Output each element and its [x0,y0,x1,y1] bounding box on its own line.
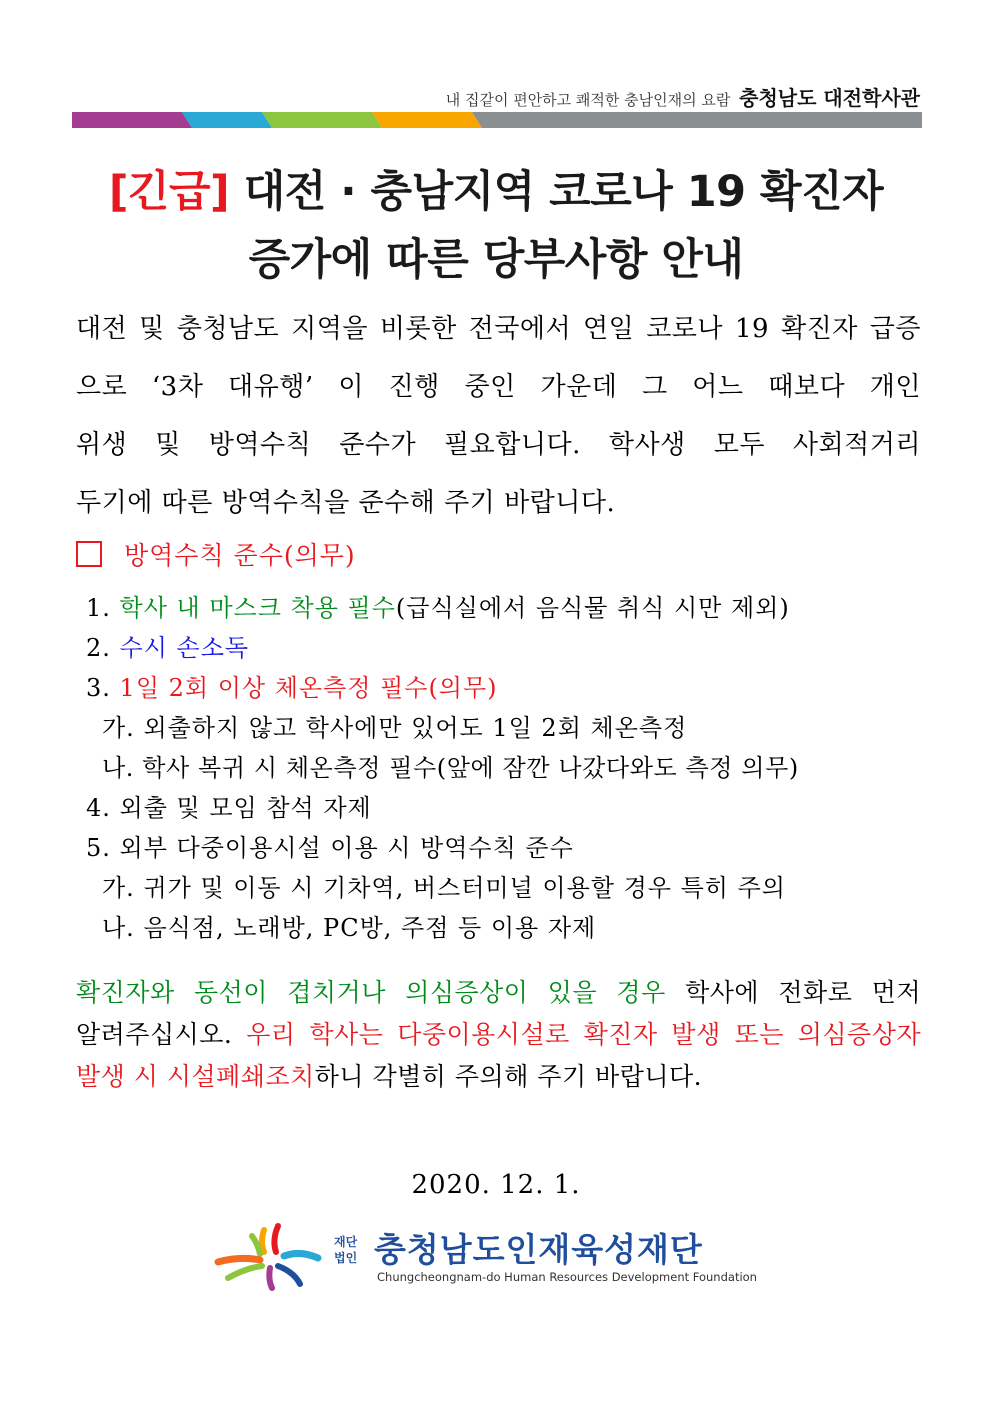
stripe-blue [182,112,272,128]
item2-highlight: 수시 손소독 [119,634,250,662]
list-item-2 [86,628,249,663]
closing-line3-red: 발생 시 시설폐쇄조치 [76,1062,315,1091]
closing-line-3 [76,1056,921,1098]
title-line-1 [40,158,952,219]
org-name: 충청남도인재육성재단 [374,1230,703,1269]
item-number: 2. [86,634,111,662]
foundation-emblem-icon [214,1222,326,1292]
intro-paragraph [76,300,921,532]
title-line1-text: 대전 · 충남지역 코로나 19 확진자 [229,167,884,217]
closing-green: 확진자와 동선이 겹치거나 의심증상이 있을 경우 [76,978,666,1007]
title-urgent: [긴급] [108,167,230,217]
checkbox-icon [76,541,102,567]
section-heading-text: 방역수칙 준수(의무) [124,541,356,570]
closing-line2-black: 알려주십시오. [76,1020,247,1049]
section-heading [76,536,356,572]
list-item-1 [86,588,790,623]
title-line-2: 증가에 따른 당부사항 안내 [248,235,744,285]
closing-after-green: 학사에 전화로 먼저 [665,978,921,1007]
org-type-line: 재단 [334,1235,358,1249]
stripe-green [262,112,382,128]
closing-line3-black: 하니 각별히 주의해 주기 바랍니다. [314,1062,703,1091]
item-number: 3. [86,674,111,702]
list-item-5: 5. 외부 다중이용시설 이용 시 방역수칙 준수 [86,834,574,862]
foundation-logo [214,1222,794,1292]
org-type-line: 법인 [334,1251,358,1265]
item1-rest: (급식실에서 음식물 취식 시만 제외) [395,594,790,622]
intro-line: 으로 ‘3차 대유행’ 이 진행 중인 가운데 그 어느 때보다 개인 [76,372,921,402]
item3-highlight: 1일 2회 이상 체온측정 필수(의무) [119,674,498,702]
tagline-text: 내 집같이 편안하고 쾌적한 충남인재의 요람 [445,91,731,109]
list-item-4: 4. 외출 및 모임 참석 자제 [86,794,372,822]
intro-line: 두기에 따른 방역수칙을 준수해 주기 바랍니다. [76,488,616,518]
intro-line: 대전 및 충청남도 지역을 비롯한 전국에서 연일 코로나 19 확진자 급증 [76,314,921,344]
header-tagline [446,82,920,111]
org-type-label [334,1234,364,1266]
stripe-orange [372,112,482,128]
item1-highlight: 학사 내 마스크 착용 필수 [119,594,396,622]
list-item-5a: 가. 귀가 및 이동 시 기차역, 버스터미널 이용할 경우 특히 주의 [102,874,786,902]
stripe-gray [472,112,922,128]
list-item-3a: 가. 외출하지 않고 학사에만 있어도 1일 2회 체온측정 [102,714,688,742]
intro-line: 위생 및 방역수칙 준수가 필요합니다. 학사생 모두 사회적거리 [76,430,921,460]
closing-line-1 [76,972,921,1014]
list-item-5b: 나. 음식점, 노래방, PC방, 주점 등 이용 자제 [102,914,597,942]
closing-line2-red: 우리 학사는 다중이용시설로 확진자 발생 또는 의심증상자 [246,1020,921,1049]
list-item-3b: 나. 학사 복귀 시 체온측정 필수(앞에 잠깐 나갔다와도 측정 의무) [102,754,799,782]
list-item-3 [86,668,498,703]
brand-name: 충청남도 대전학사관 [739,86,920,110]
closing-paragraph [76,972,921,1098]
org-name-english: Chungcheongnam-do Human Resources Development Foundation [377,1270,757,1284]
stripe-purple [72,112,192,128]
header-stripe [72,112,922,128]
closing-line-2 [76,1014,921,1056]
document-date: 2020. 12. 1. [411,1170,581,1200]
item-number: 1. [86,594,111,622]
